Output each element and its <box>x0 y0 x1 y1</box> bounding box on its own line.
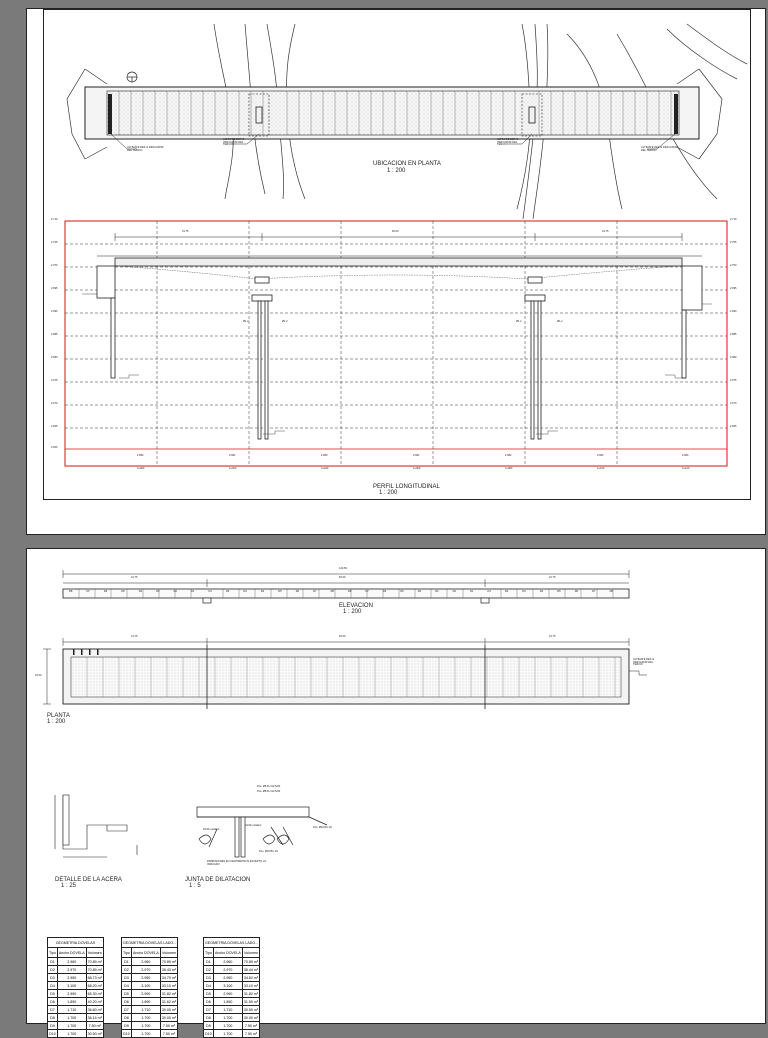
table-row <box>204 998 260 1006</box>
dovela-label: D6 <box>574 590 579 593</box>
table-cell: D7 <box>204 1006 214 1014</box>
station-chainage: 0+000 <box>137 467 145 470</box>
table-cell: 1.890 <box>131 998 160 1006</box>
table-cell: D1 <box>48 958 58 966</box>
station-chainage: 0+120 <box>682 467 690 470</box>
pier-label: Ø1.2 <box>557 320 563 323</box>
table-cell: D5 <box>122 990 132 998</box>
table-row <box>122 1014 178 1022</box>
dovela-label: D7 <box>365 590 369 593</box>
station-label: 2.682 <box>505 454 512 457</box>
plan-note: ULTIMATE DEF. E INDICADOR DEL TERCIO <box>641 146 678 152</box>
table-cell: 7.50 m³ <box>86 1022 103 1030</box>
table-cell: D7 <box>48 1006 58 1014</box>
table-cell: 7.50 m³ <box>160 1022 177 1030</box>
table-row <box>48 1030 104 1038</box>
level-label: 2.710 <box>51 218 58 221</box>
table-cell: D9 <box>122 1022 132 1030</box>
table-row <box>122 1022 178 1030</box>
table-cell: 30.50 m³ <box>87 1031 102 1036</box>
span-dimension: 31.75 <box>549 635 556 638</box>
table-cell: 1.700 <box>213 1030 242 1038</box>
table-cell: 36.60 m³ <box>87 1007 102 1012</box>
station-chainage: 0+060 <box>413 467 421 470</box>
level-label: 2.660 <box>51 446 58 449</box>
station-label: 2.684 <box>682 454 689 457</box>
dovela-label: D3 <box>522 590 526 593</box>
table-cell: 1.890 <box>57 998 86 1006</box>
profile-title: PERFIL LONGITUDINAL <box>373 484 440 490</box>
dovela-label: D3 <box>243 590 247 593</box>
level-label: 2.670 <box>51 402 58 405</box>
table-cell: 30.00 m³ <box>161 1015 177 1020</box>
table-cell: 1.700 <box>57 1014 86 1022</box>
table-row <box>122 1006 178 1014</box>
dovela-label: D6 <box>295 590 300 593</box>
level-label: 2.695 <box>51 287 58 290</box>
table-cell: 2.990 <box>213 990 242 998</box>
level-label-right: 2.700 <box>730 264 737 267</box>
plan-location-title: UBICACION EN PLANTA <box>373 161 441 167</box>
total-length: 123.50 <box>339 567 347 570</box>
dovela-label: D1 <box>487 590 491 593</box>
plan-note: ULTIMATE DEF. E INDICADOR DEL TERCIO <box>633 658 655 667</box>
span-dimension: 31.75 <box>131 635 138 638</box>
sidewalk-detail-scale: 1 : 25 <box>61 883 77 889</box>
dovela-label: D8 <box>69 590 73 593</box>
table-cell: 36.43 m³ <box>161 967 177 972</box>
dovela-label: D5 <box>400 590 404 593</box>
profile-scale: 1 : 200 <box>379 490 398 496</box>
table-cell: 30.50 m³ <box>243 1007 259 1012</box>
table-cell: 1.700 <box>131 1030 160 1038</box>
piers-profile <box>252 277 545 439</box>
dovela-label: D4 <box>260 590 265 593</box>
table-cell: D2 <box>204 966 214 974</box>
span-dimension: 31.75 <box>131 576 138 579</box>
dovela-label: D6 <box>382 590 387 593</box>
table-header-cell: Ancho DOVELA <box>131 948 160 958</box>
table-cell: D10 <box>205 1031 212 1036</box>
span-dimension: 60.00 <box>392 230 399 233</box>
table-cell: 31.82 m³ <box>243 991 259 996</box>
dovela-label: D5 <box>278 590 282 593</box>
dovela-label: D3 <box>435 590 439 593</box>
table-cell: 2.970 <box>213 966 242 974</box>
table-cell: 2.960 <box>213 958 242 966</box>
level-label-right: 2.685 <box>730 333 737 336</box>
dovela-geometry-table <box>47 937 104 1038</box>
plan-location-scale: 1 : 200 <box>387 168 406 174</box>
table-cell: 2.950 <box>131 974 160 982</box>
table-row <box>48 1014 104 1022</box>
dovela-label: D2 <box>173 590 177 593</box>
level-label-right: 2.695 <box>730 287 737 290</box>
table-row <box>122 958 178 966</box>
table-row <box>48 974 104 982</box>
table-cell: 30.00 m³ <box>161 1007 177 1012</box>
dovela-label: D8 <box>330 590 334 593</box>
table-cell: 1.700 <box>57 1030 86 1038</box>
span-dimension: 60.00 <box>339 635 346 638</box>
table-cell: 3.100 <box>57 982 86 990</box>
deck-profile <box>97 256 702 279</box>
table-cell: D6 <box>122 998 132 1006</box>
elevation-scale: 1 : 200 <box>343 609 362 615</box>
table-cell: 1.710 <box>131 1006 160 1014</box>
table-cell: 2.950 <box>213 974 242 982</box>
table-cell: 1.700 <box>131 1014 160 1022</box>
table-row <box>48 982 104 990</box>
table-cell: D3 <box>48 974 58 982</box>
table-cell: D4 <box>122 982 132 990</box>
dovela-label: D6 <box>103 590 108 593</box>
plan-note: ULTIMATE DEF. E INDICADOR DEL TERCIO <box>223 138 245 147</box>
table-row <box>48 958 104 966</box>
plan-scale: 1 : 200 <box>47 719 66 725</box>
table-header-cell: Ancho DOVELA <box>213 948 242 958</box>
table-cell: D5 <box>204 990 214 998</box>
table-header-cell: Ancho DOVELA <box>57 948 86 958</box>
table-cell: 2.960 <box>131 958 160 966</box>
joint-note: Perfil metalico <box>203 828 220 831</box>
station-chainage: 0+040 <box>321 467 329 470</box>
table-cell: D5 <box>48 990 58 998</box>
table-row <box>204 990 260 998</box>
joint-note: Pos. Ø8 B c/12.5/20 <box>257 790 281 793</box>
drawing-sheet-1 <box>26 8 766 535</box>
table-header-cell: Volumen <box>160 948 177 958</box>
table-cell: 34.70 m³ <box>161 975 177 980</box>
sidewalk-detail-title: DETALLE DE LA ACERA <box>55 877 122 883</box>
profile-grid-h <box>65 244 727 428</box>
profile-dimension <box>115 230 682 241</box>
level-label-right: 2.705 <box>730 241 737 244</box>
table-title: GEOMETRIA DOVELAS LADO... <box>204 938 260 948</box>
level-label: 2.680 <box>51 356 58 359</box>
dovela-label: D5 <box>557 590 561 593</box>
dovela-label: D8 <box>348 590 352 593</box>
table-cell: 7.50 m³ <box>242 1022 259 1030</box>
table-row <box>122 974 178 982</box>
table-cell: D4 <box>204 982 214 990</box>
table-row <box>204 1022 260 1030</box>
table-cell: 70.89 m³ <box>161 959 177 964</box>
table-cell: D3 <box>122 974 132 982</box>
profile-leaders <box>82 294 712 434</box>
station-label: 2.683 <box>597 454 604 457</box>
table-row <box>122 990 178 998</box>
table-row <box>48 966 104 974</box>
table-title: GEOMETRIA DOVELAS LADO... <box>122 938 178 948</box>
table-row <box>48 1006 104 1014</box>
table-row <box>122 1030 178 1038</box>
joint-note: Pos. Ø8 B c/12.5/20 <box>257 785 281 788</box>
table-cell: 33.10 m³ <box>161 983 177 988</box>
table-cell: 31.62 m³ <box>161 999 177 1004</box>
dovela-label: D4 <box>539 590 544 593</box>
span-dimension: 31.75 <box>549 576 556 579</box>
level-label: 2.700 <box>51 264 58 267</box>
pier-label: Ø1.2 <box>282 320 288 323</box>
table-cell: D6 <box>48 998 58 1006</box>
dovela-geometry-table <box>203 937 260 1038</box>
table-row <box>204 1006 260 1014</box>
table-cell: 70.89 m³ <box>87 967 102 972</box>
dovela-label: D1 <box>470 590 474 593</box>
table-cell: D8 <box>204 1014 214 1022</box>
table-cell: D2 <box>122 966 132 974</box>
level-label-right: 2.690 <box>730 310 737 313</box>
level-label-right: 2.670 <box>730 402 737 405</box>
table-row <box>122 966 178 974</box>
dovela-label: D2 <box>452 590 456 593</box>
table-title: GEOMETRIA DOVELAS <box>48 938 104 948</box>
dovela-label: D1 <box>208 590 212 593</box>
table-cell: D3 <box>204 974 214 982</box>
span-dimension: 31.75 <box>182 230 189 233</box>
table-cell: 3.100 <box>213 982 242 990</box>
table-cell: 68.20 m³ <box>87 983 102 988</box>
joint-note: Perfil metalico <box>245 824 262 827</box>
table-cell: D8 <box>122 1014 132 1022</box>
table-cell: 7.50 m³ <box>160 1030 177 1038</box>
table-row <box>204 1014 260 1022</box>
dovela-label: D8 <box>609 590 613 593</box>
table-cell: D9 <box>204 1022 214 1030</box>
dovela-label: D7 <box>592 590 596 593</box>
sidewalk-detail <box>55 795 137 857</box>
table-cell: 2.950 <box>57 974 86 982</box>
table-cell: 68.73 m³ <box>87 975 102 980</box>
level-label: 2.685 <box>51 333 58 336</box>
table-cell: 1.710 <box>57 1006 86 1014</box>
plan-title: PLANTA <box>47 713 70 719</box>
table-cell: D1 <box>204 958 214 966</box>
station-label: 2.681 <box>229 454 236 457</box>
span-dimension: 60.00 <box>339 576 346 579</box>
table-cell: 31.82 m³ <box>161 991 177 996</box>
table-row <box>48 998 104 1006</box>
dovela-label: D1 <box>191 590 195 593</box>
table-cell: 1.700 <box>57 1022 86 1030</box>
level-label-right: 2.665 <box>730 425 737 428</box>
table-cell: 7.50 m³ <box>242 1030 259 1038</box>
drawing-sheet-2 <box>26 548 766 1036</box>
table-row <box>204 966 260 974</box>
table-cell: 2.960 <box>57 958 86 966</box>
table-cell: 3.100 <box>131 982 160 990</box>
table-header-cell: Volumen <box>86 948 103 958</box>
table-cell: 40.20 m³ <box>87 999 102 1004</box>
table-header-cell: Tipo <box>48 948 58 958</box>
table-row <box>122 998 178 1006</box>
level-label: 2.705 <box>51 241 58 244</box>
table-cell: 1.890 <box>213 998 242 1006</box>
table-cell: 1.700 <box>131 1022 160 1030</box>
level-label-right: 2.680 <box>730 356 737 359</box>
table-cell: D10 <box>123 1031 130 1036</box>
station-chainage: 0+100 <box>597 467 605 470</box>
joint-footnote: DIMENSIONES EN CENTIMETROS EXCEPTO LO INDICADO <box>207 860 267 866</box>
level-label: 2.690 <box>51 310 58 313</box>
level-label-right: 2.710 <box>730 218 737 221</box>
elevation-deck <box>63 589 629 598</box>
table-row <box>204 1030 260 1038</box>
dovela-geometry-table <box>121 937 178 1038</box>
level-label: 2.665 <box>51 425 58 428</box>
dovela-label: D4 <box>138 590 143 593</box>
table-cell: 30.00 m³ <box>243 1015 259 1020</box>
station-label: 2.684 <box>137 454 144 457</box>
dovela-label: D4 <box>417 590 422 593</box>
level-label-right: 2.675 <box>730 379 737 382</box>
table-cell: 1.710 <box>213 1006 242 1014</box>
dovela-label: D2 <box>504 590 509 593</box>
station-label: 2.681 <box>413 454 420 457</box>
pier-label: Ø1.2 <box>243 320 249 323</box>
table-cell: 34.62 m³ <box>243 975 259 980</box>
plan-note: ULTIMATE DEF. E INDICADOR DEL TERCIO <box>497 138 519 147</box>
table-row <box>204 982 260 990</box>
table-cell: D10 <box>49 1031 56 1036</box>
table-cell: D8 <box>48 1014 58 1022</box>
table-cell: 2.970 <box>57 966 86 974</box>
table-header-cell: Tipo <box>122 948 132 958</box>
table-cell: 70.89 m³ <box>87 959 102 964</box>
plan-width: 10.00 <box>35 674 42 677</box>
level-label: 2.675 <box>51 379 58 382</box>
table-cell: D2 <box>48 966 58 974</box>
table-cell: 65.30 m³ <box>87 991 102 996</box>
table-row <box>122 982 178 990</box>
station-chainage: 0+020 <box>229 467 237 470</box>
table-cell: 33.10 m³ <box>243 983 259 988</box>
elevation-title: ELEVACION <box>339 603 373 609</box>
table-header-cell: Tipo <box>204 948 214 958</box>
north-arrow-icon <box>127 72 137 82</box>
table-row <box>204 974 260 982</box>
table-cell: 36.44 m³ <box>243 967 259 972</box>
table-cell: 2.990 <box>131 990 160 998</box>
table-cell: 1.700 <box>213 1014 242 1022</box>
joint-detail-title: JUNTA DE DILATACION <box>185 877 251 883</box>
table-cell: 1.700 <box>213 1022 242 1030</box>
joint-note: Pos. Ø20 B/c.20 <box>259 850 278 853</box>
table-row <box>204 958 260 966</box>
joint-note: Pos. Ø20 B/c.20 <box>313 826 332 829</box>
table-cell: 2.990 <box>57 990 86 998</box>
joint-detail-scale: 1 : 5 <box>189 883 201 889</box>
dovela-label: D3 <box>156 590 160 593</box>
table-cell: D7 <box>122 1006 132 1014</box>
abutments-profile <box>97 266 702 378</box>
table-cell: D1 <box>122 958 132 966</box>
dovela-label: D2 <box>225 590 230 593</box>
station-label: 2.680 <box>321 454 328 457</box>
span-dimension: 31.75 <box>602 230 609 233</box>
dovela-label: D7 <box>86 590 90 593</box>
pier-label: Ø1.2 <box>516 320 522 323</box>
dovela-label: D5 <box>121 590 125 593</box>
table-cell: D9 <box>48 1022 58 1030</box>
table-row <box>48 1022 104 1030</box>
table-cell: D4 <box>48 982 58 990</box>
elevation-dimensions <box>63 567 629 587</box>
table-header-cell: Volumen <box>242 948 259 958</box>
table-row <box>48 990 104 998</box>
table-cell: 2.970 <box>131 966 160 974</box>
deck-plan <box>85 87 699 139</box>
table-cell: 36.14 m³ <box>87 1015 102 1020</box>
table-cell: 70.89 m³ <box>243 959 259 964</box>
dovela-label: D7 <box>313 590 317 593</box>
plan-note: ULTIMATE DEF. E INDICADOR DEL TERCIO <box>127 146 164 152</box>
table-cell: D6 <box>204 998 214 1006</box>
table-cell: 31.50 m³ <box>243 999 259 1004</box>
station-chainage: 0+080 <box>505 467 513 470</box>
